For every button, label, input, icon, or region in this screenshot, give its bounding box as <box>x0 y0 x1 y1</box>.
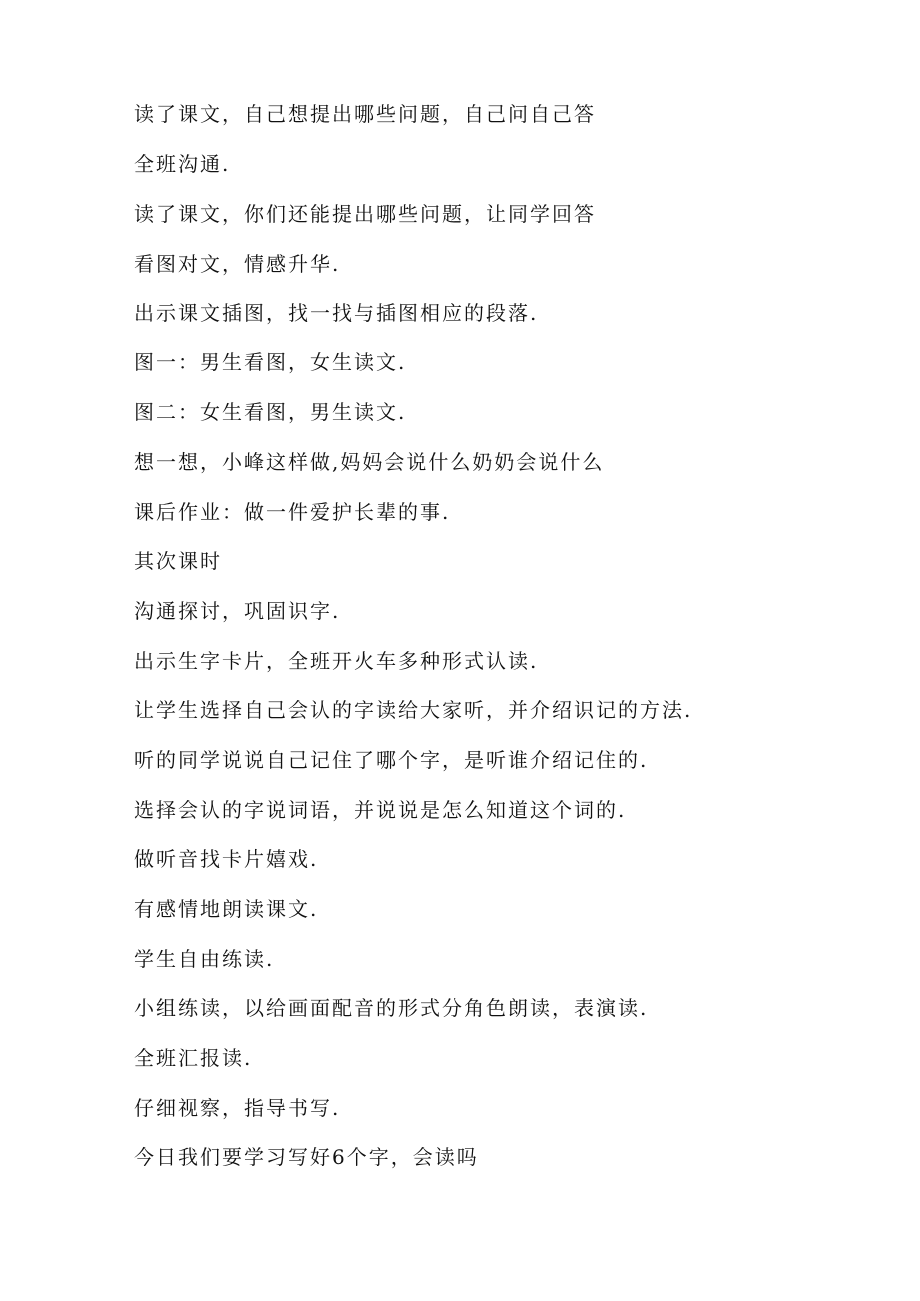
text-line: 有感情地朗读课文. <box>134 897 319 921</box>
text-line: 读了课文，自己想提出哪些问题，自己问自己答 <box>134 102 596 126</box>
text-line: 听的同学说说自己记住了哪个字，是听谁介绍记住的. <box>134 748 649 772</box>
text-line: 做听音找卡片嬉戏. <box>134 847 319 871</box>
text-line: 看图对文，情感升华. <box>134 252 341 276</box>
text-line: 学生自由练读. <box>134 947 275 971</box>
section-heading: 其次课时 <box>134 549 222 573</box>
text-line: 想一想，小峰这样做,妈妈会说什么奶奶会说什么 <box>134 450 605 474</box>
text-line: 读了课文，你们还能提出哪些问题，让同学回答 <box>134 202 596 226</box>
text-line: 全班沟通. <box>134 152 231 176</box>
text-line: 今日我们要学习写好6个字，会读吗 <box>134 1145 479 1169</box>
text-line: 让学生选择自己会认的字读给大家听，并介绍识记的方法. <box>134 698 693 722</box>
text-line: 全班汇报读. <box>134 1046 253 1070</box>
text-line: 图二：女生看图，男生读文. <box>134 400 407 424</box>
text-line: 图一：男生看图，女生读文. <box>134 350 407 374</box>
text-line: 选择会认的字说词语，并说说是怎么知道这个词的. <box>134 798 627 822</box>
text-line: 课后作业：做一件爱护长辈的事. <box>134 500 451 524</box>
text-line: 沟通探讨，巩固识字. <box>134 599 341 623</box>
text-line: 小组练读，以给画面配音的形式分角色朗读，表演读. <box>134 996 649 1020</box>
text-line: 出示生字卡片，全班开火车多种形式认读. <box>134 649 539 673</box>
text-line: 仔细视察，指导书写. <box>134 1096 341 1120</box>
text-line: 出示课文插图，找一找与插图相应的段落. <box>134 301 539 325</box>
